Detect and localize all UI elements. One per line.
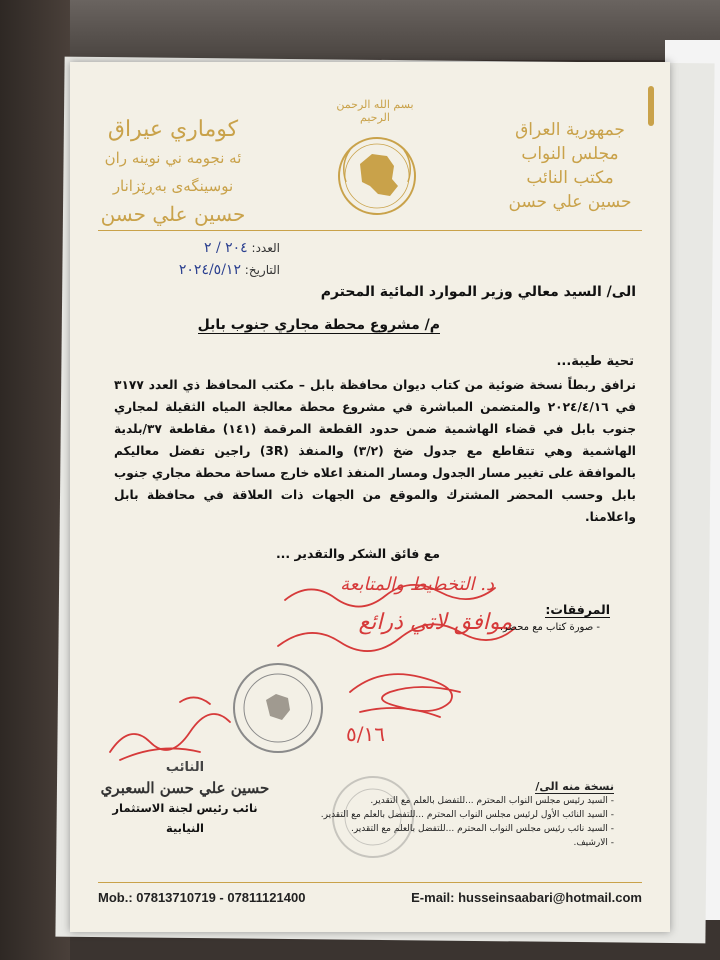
attachments-title-text: المرفقات: xyxy=(545,602,610,617)
date-label: التاريخ: xyxy=(244,263,280,277)
copy-item: - السيد نائب رئيس مجلس النواب المحترم ...للتفضل بالعلم مع التقدير. xyxy=(350,824,614,834)
header-line: حسين علي حسن xyxy=(100,202,246,226)
signatory-name: حسين علي حسن السعبري xyxy=(100,779,270,797)
desk-background xyxy=(0,0,720,60)
header-line: جمهورية العراق xyxy=(515,120,625,140)
header-line: مجلس النواب xyxy=(521,144,619,164)
letter-page xyxy=(70,62,670,932)
number-label: العدد: xyxy=(251,241,280,255)
signatory-role: نائب رئيس لجنة الاستثمار النيابية xyxy=(112,801,258,835)
copies-title-text: نسخة منه الى/ xyxy=(535,780,614,793)
signatory-title: النائب xyxy=(165,760,205,775)
footer-mobile: Mob.: 07813710719 - 07811121400 xyxy=(98,890,306,905)
subject-line xyxy=(198,317,440,333)
footer-email: E-mail: husseinsaabari@hotmail.com xyxy=(411,890,642,905)
copy-item: - السيد النائب الأول لرئيس مجلس النواب المحترم ...للتفضل بالعلم مع التقدير. xyxy=(320,810,614,820)
header-kurdish xyxy=(98,116,248,228)
iraq-map-emblem-icon xyxy=(332,124,422,234)
attachments-title xyxy=(545,602,610,617)
addressee: الى/ السيد معالي وزير الموارد المائية المحترم xyxy=(320,284,636,300)
handwriting-text-2: موافق لاتي ذرائع xyxy=(358,610,512,635)
copy-item: - السيد رئيس مجلس النواب المحترم ...للتفضل بالعلم مع التقدير. xyxy=(370,796,614,806)
date-value: ٢٠٢٤/٥/١٢ xyxy=(178,262,241,278)
official-seal-icon xyxy=(228,658,328,758)
handwriting-text-1: د. التخطيط والمتابعة xyxy=(340,574,494,595)
subject-text: م/ مشروع محطة مجاري جنوب بابل xyxy=(197,317,440,333)
header-line: نوسينگەی بەڕێزانار xyxy=(112,177,234,195)
header-line: ئه نجومه ني نوينه ران xyxy=(104,149,242,167)
handwritten-note-2 xyxy=(270,602,520,657)
paper-clip xyxy=(648,86,654,126)
handwritten-date: ٥/١٦ xyxy=(346,722,385,746)
copies-title xyxy=(254,780,614,794)
header-arabic xyxy=(500,118,640,214)
header-line: كوماري عيراق xyxy=(107,117,239,142)
copies-block xyxy=(254,780,614,850)
greeting: تحية طيبة... xyxy=(556,354,634,369)
closing: مع فائق الشكر والتقدير ... xyxy=(275,546,440,561)
copy-item: - الارشيف. xyxy=(573,838,614,848)
footer-divider xyxy=(98,882,642,883)
signatory-block xyxy=(100,758,270,838)
attachment-item: - صورة كتاب مع محضر. xyxy=(499,622,600,633)
reference-block xyxy=(110,237,280,281)
bismillah: بسم الله الرحمن الرحيم xyxy=(336,98,414,124)
letter-body: نرافق ربطاً نسخة ضوئية من كتاب ديوان محافظة بابل – مكتب المحافظ ذي العدد ٣١٧٧ في ٢٠٢٤/٤/١٦ والمتضمن المباشرة في مشروع محطة معالجة المياه الثقيلة لمجاري جنوب بابل في قضاء الهاشمية ضمن حدود القطعة المرقمة (١٤١) مقاطعة ٣٧/بلدية الهاشمية وهي تتقاطع مع جدول ضخ (٣/٢) والمنفذ (3R) راجين تفضل معاليكم بالموافقة على تغيير مسار الجدول ومسار المنفذ اعلاه خارج مساحة محطة مجاري جنوب بابل وحسب المحضر المشترك والموقع من الجهات ذات العلاقة في محافظة بابل واعلامنا. xyxy=(114,378,636,524)
number-value: ٢٠٤ / ٢ xyxy=(203,240,248,256)
header-divider xyxy=(98,230,642,231)
header-line: حسين علي حسن xyxy=(508,192,632,212)
header-line: مكتب النائب xyxy=(526,168,614,188)
